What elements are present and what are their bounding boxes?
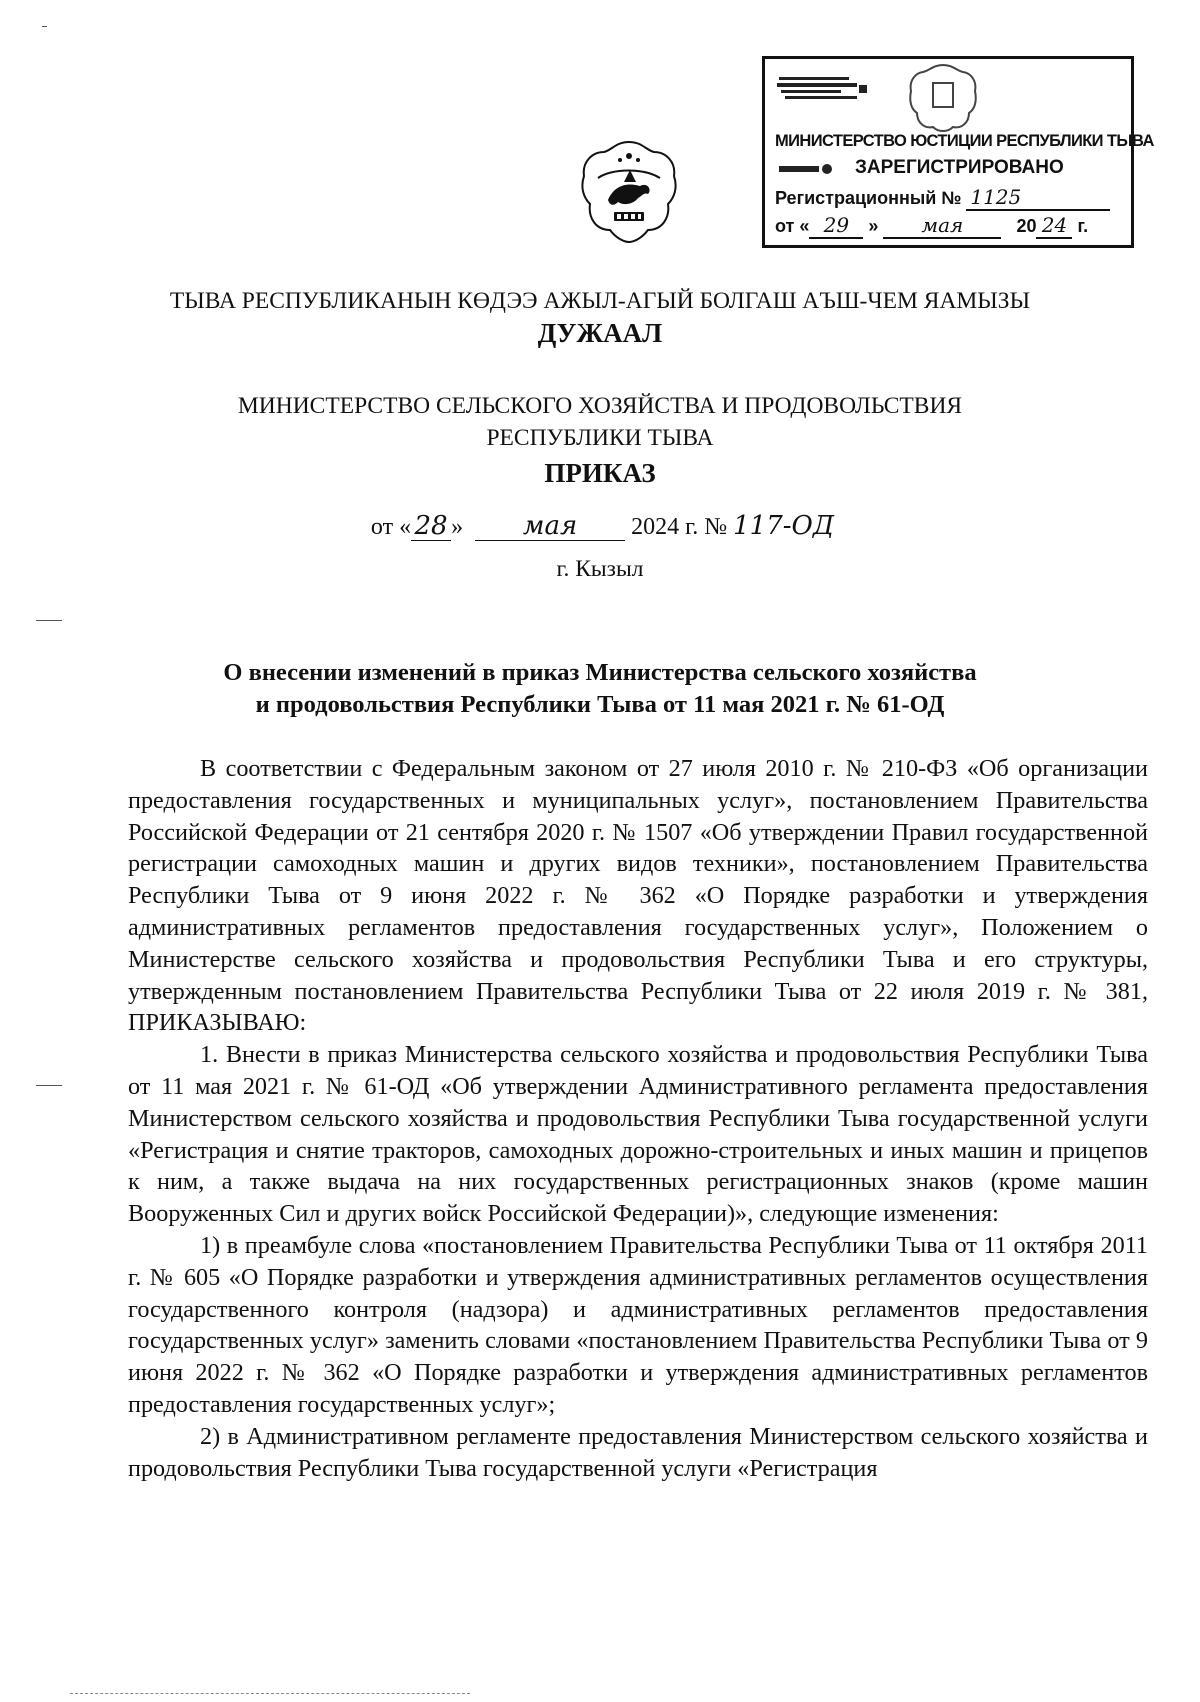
margin-mark: [36, 1085, 62, 1086]
order-date-line: [0, 512, 1200, 541]
order-body: [128, 753, 1148, 1484]
stamp-year-prefix: 20: [1016, 216, 1037, 236]
stamp-small-emblem-icon: [779, 162, 835, 176]
order-date-prefix: от «: [370, 514, 412, 540]
tuva-emblem-icon: [578, 138, 680, 244]
stamp-date-month: мая: [883, 213, 1001, 239]
paragraph-item-1: 1. Внести в приказ Министерства сельского хозяйства и продовольствия Республики Тыва от 11 мая 2021 г. № 61-ОД «Об утверждении Административного регламента предоставления Министерством сельского хозяйства и продовольствия Республики Тыва государственной услуги «Регистрация и снятие тракторов, самоходных дорожно-строительных и иных машин и прицепов к ним, а также выдача на них государственных регистрационных знаков (кроме машин Вооруженных Сил и других войск Российской Федерации)», следующие изменения:: [128, 1041, 1148, 1228]
order-title-line1: О внесении изменений в приказ Министерства сельского хозяйства: [223, 659, 977, 686]
stamp-date-day: 29: [809, 213, 863, 239]
order-day-close: »: [451, 514, 464, 540]
paragraph-preamble: В соответствии с Федеральным законом от 27 июля 2010 г. № 210-ФЗ «Об организации предоставления государственных и муниципальных услуг», постановлением Правительства Российской Федерации от 21 сентября 2020 г. № 1507 «Об утверждении Правил государственной регистрации самоходных машин и других видов техники», постановлением Правительства Республики Тыва от 9 июня 2022 г. № 362 «О Порядке разработки и утверждения административных регламентов предоставления государственных услуг», Положением о Министерстве сельского хозяйства и продовольствия Республики Тыва и его структуры, утвержденным постановлением Правительства Республики Тыва от 22 июля 2019 г. № 381, ПРИКАЗЫВАЮ:: [128, 755, 1148, 1037]
ministry-name-line2: РЕСПУБЛИКИ ТЫВА: [486, 425, 714, 451]
scan-bottom-edge: [70, 1693, 470, 1694]
stamp-emblem-icon: [777, 73, 873, 103]
registration-stamp: [762, 56, 1154, 248]
stamp-date: [775, 213, 1088, 239]
order-day: 28: [411, 512, 451, 541]
stamp-reg-number-label: Регистрационный №: [775, 188, 962, 208]
stamp-registered-label: ЗАРЕГИСТРИРОВАНО: [855, 157, 1064, 178]
tuvan-doc-type: ДУЖААЛ: [537, 318, 663, 348]
stamp-year-suffix: 24: [1036, 213, 1072, 239]
city: г. Кызыл: [556, 556, 644, 582]
margin-mark: [36, 620, 62, 621]
paragraph-subitem-2: 2) в Административном регламенте предоставления Министерством сельского хозяйства и продовольствия Республики Тыва государственной услуги «Регистрация: [128, 1422, 1148, 1482]
stamp-reg-number-value: 1125: [966, 185, 1110, 211]
ministry-name-line1: МИНИСТЕРСТВО СЕЛЬСКОГО ХОЗЯЙСТВА И ПРОДОВОЛЬСТВИЯ: [237, 393, 963, 419]
stamp-registration-number: [775, 185, 1110, 211]
order-title-line2: и продовольствия Республики Тыва от 11 мая 2021 г. № 61-ОД: [255, 691, 945, 718]
order-month: мая: [475, 512, 625, 541]
order-year-text: 2024 г. №: [631, 514, 728, 540]
paragraph-subitem-1: 1) в преамбуле слова «постановлением Правительства Республики Тыва от 11 октября 2011 г. № 605 «О Порядке разработки и утверждения административных регламентов осуществления государственного контроля (надзора) и административных регламентов предоставления государственных услуг» заменить словами «постановлением Правительства Республики Тыва от 9 июня 2022 г. № 362 «О Порядке разработки и утверждения административных регламентов предоставления государственных услуг»;: [128, 1231, 1148, 1418]
doc-type: ПРИКАЗ: [544, 458, 656, 488]
stamp-date-mid: »: [868, 216, 879, 236]
margin-mark: [42, 26, 47, 27]
stamp-year-unit: г.: [1077, 216, 1089, 236]
tuvan-ministry-name: ТЫВА РЕСПУБЛИКАНЫН КӨДЭЭ АЖЫЛ-АГЫЙ БОЛГАШ АЪШ-ЧЕМ ЯАМЫЗЫ: [169, 288, 1031, 314]
order-number: 117-ОД: [733, 511, 834, 541]
stamp-seal-icon: [907, 61, 979, 133]
stamp-date-prefix: от «: [775, 216, 810, 236]
stamp-organization: МИНИСТЕРСТВО ЮСТИЦИИ РЕСПУБЛИКИ ТЫВА: [775, 132, 1154, 150]
